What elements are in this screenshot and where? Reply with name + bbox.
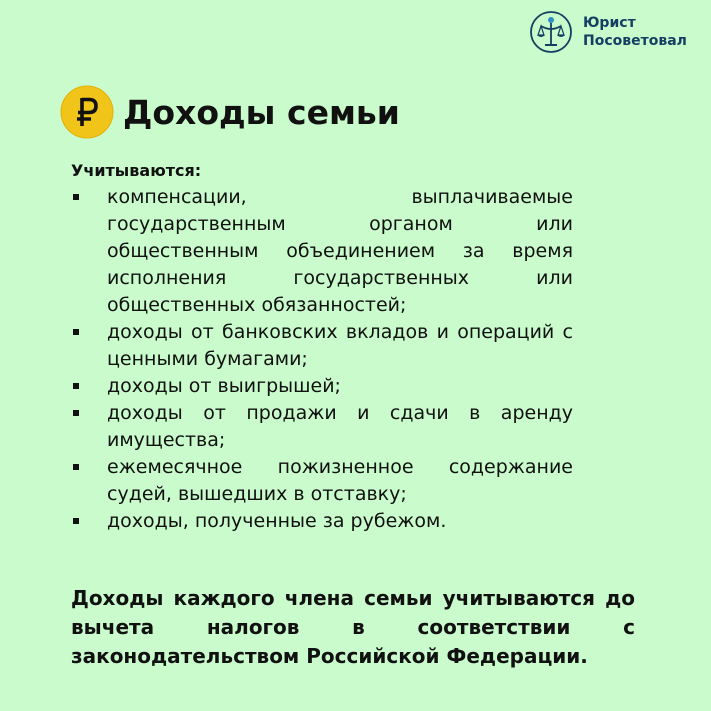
list-item-text: ежемесячное пожизненное содержание судей, вышедших в отставку; xyxy=(107,456,573,505)
list-item xyxy=(71,454,573,508)
square-bullet-icon xyxy=(73,383,79,389)
square-bullet-icon xyxy=(73,329,79,335)
square-bullet-icon xyxy=(73,194,79,200)
square-bullet-icon xyxy=(73,518,79,524)
ruble-coin-icon xyxy=(60,85,114,139)
income-list xyxy=(71,184,573,535)
list-item-text: доходы от выигрышей; xyxy=(107,375,341,397)
list-item xyxy=(71,319,573,373)
page-heading xyxy=(60,85,400,139)
section-subheading: Учитываются: xyxy=(71,161,202,180)
list-item xyxy=(71,400,573,454)
brand-block xyxy=(529,10,687,54)
page-title: Доходы семьи xyxy=(123,92,400,132)
list-item-text: компенсации, выплачиваемые государственным органом или общественным объединением за время исполнения государственных или общественных обязанностей; xyxy=(107,186,573,316)
square-bullet-icon xyxy=(73,464,79,470)
list-item xyxy=(71,373,573,400)
footer-note: Доходы каждого члена семьи учитываются до вычета налогов в соответствии с законодательством Российской Федерации. xyxy=(71,586,635,668)
list-item-text: доходы от банковских вкладов и операций с ценными бумагами; xyxy=(107,321,573,370)
list-item-text: доходы от продажи и сдачи в аренду имущества; xyxy=(107,402,573,451)
list-item-text: доходы, полученные за рубежом. xyxy=(107,510,447,532)
square-bullet-icon xyxy=(73,410,79,416)
brand-name-line-1: Юрист xyxy=(583,15,636,31)
scales-of-justice-logo-icon xyxy=(529,10,573,54)
list-item xyxy=(71,184,573,319)
list-item xyxy=(71,508,573,535)
brand-name-line-2: Посоветовал xyxy=(583,33,687,49)
income-section xyxy=(71,158,573,535)
